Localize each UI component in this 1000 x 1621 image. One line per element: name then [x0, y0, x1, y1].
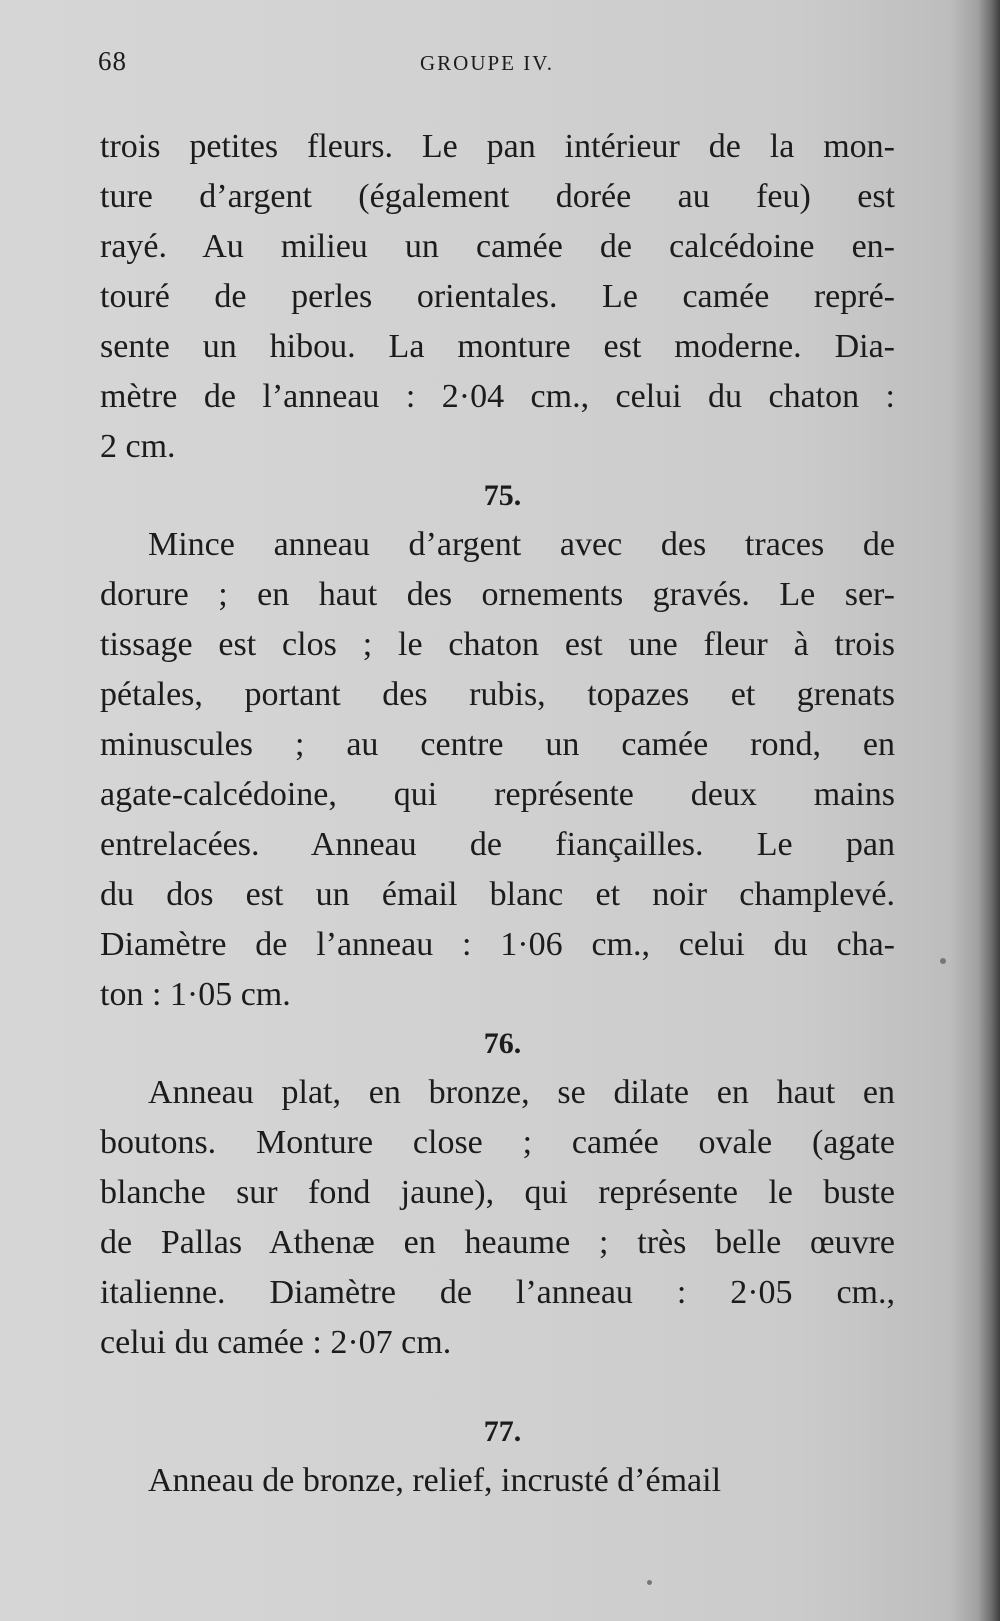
text-line: tissage est clos ; le chaton est une fleur à trois [100, 626, 895, 663]
text-line: ton : 1·05 cm. [100, 976, 291, 1013]
text-line: trois petites fleurs. Le pan intérieur de la mon- [100, 128, 895, 165]
text-line: agate-calcédoine, qui représente deux mains [100, 776, 895, 813]
text-line: minuscules ; au centre un camée rond, en [100, 726, 895, 763]
text-line: de Pallas Athenæ en heaume ; très belle œuvre [100, 1224, 895, 1261]
text-line: Anneau de bronze, relief, incrusté d’émail [148, 1462, 722, 1499]
text-line: Diamètre de l’anneau : 1·06 cm., celui du cha- [100, 926, 895, 963]
text-line: 2 cm. [100, 428, 176, 465]
text-line: touré de perles orientales. Le camée repré- [100, 278, 895, 315]
section-gap [100, 1368, 895, 1408]
text-line: ture d’argent (également dorée au feu) est [100, 178, 895, 215]
page-body [100, 122, 895, 1506]
running-head: GROUPE IV. [420, 51, 554, 75]
page-header [98, 46, 898, 80]
entry-number: 76. [483, 1027, 522, 1060]
text-line: sente un hibou. La monture est moderne. Dia- [100, 328, 895, 365]
text-line: rayé. Au milieu un camée de calcédoine en- [100, 228, 895, 265]
text-line: italienne. Diamètre de l’anneau : 2·05 cm., [100, 1274, 895, 1311]
page-number: 68 [98, 46, 127, 76]
text-line: celui du camée : 2·07 cm. [100, 1324, 452, 1361]
text-line: Mince anneau d’argent avec des traces de [148, 526, 895, 563]
entry-number: 77. [483, 1415, 522, 1448]
text-line: blanche sur fond jaune), qui représente le buste [100, 1174, 895, 1211]
page-edge-shadow [978, 0, 1000, 1621]
text-line: pétales, portant des rubis, topazes et grenats [100, 676, 895, 713]
text-line: du dos est un émail blanc et noir champlevé. [100, 876, 895, 913]
text-line: mètre de l’anneau : 2·04 cm., celui du chaton : [100, 378, 895, 415]
paper-speck [647, 1580, 652, 1585]
entry-number: 75. [483, 479, 522, 512]
text-line: boutons. Monture close ; camée ovale (agate [100, 1124, 895, 1161]
text-line: dorure ; en haut des ornements gravés. Le ser- [100, 576, 895, 613]
text-line: entrelacées. Anneau de fiançailles. Le pan [100, 826, 895, 863]
text-line: Anneau plat, en bronze, se dilate en haut en [148, 1074, 895, 1111]
paper-speck [940, 958, 946, 964]
